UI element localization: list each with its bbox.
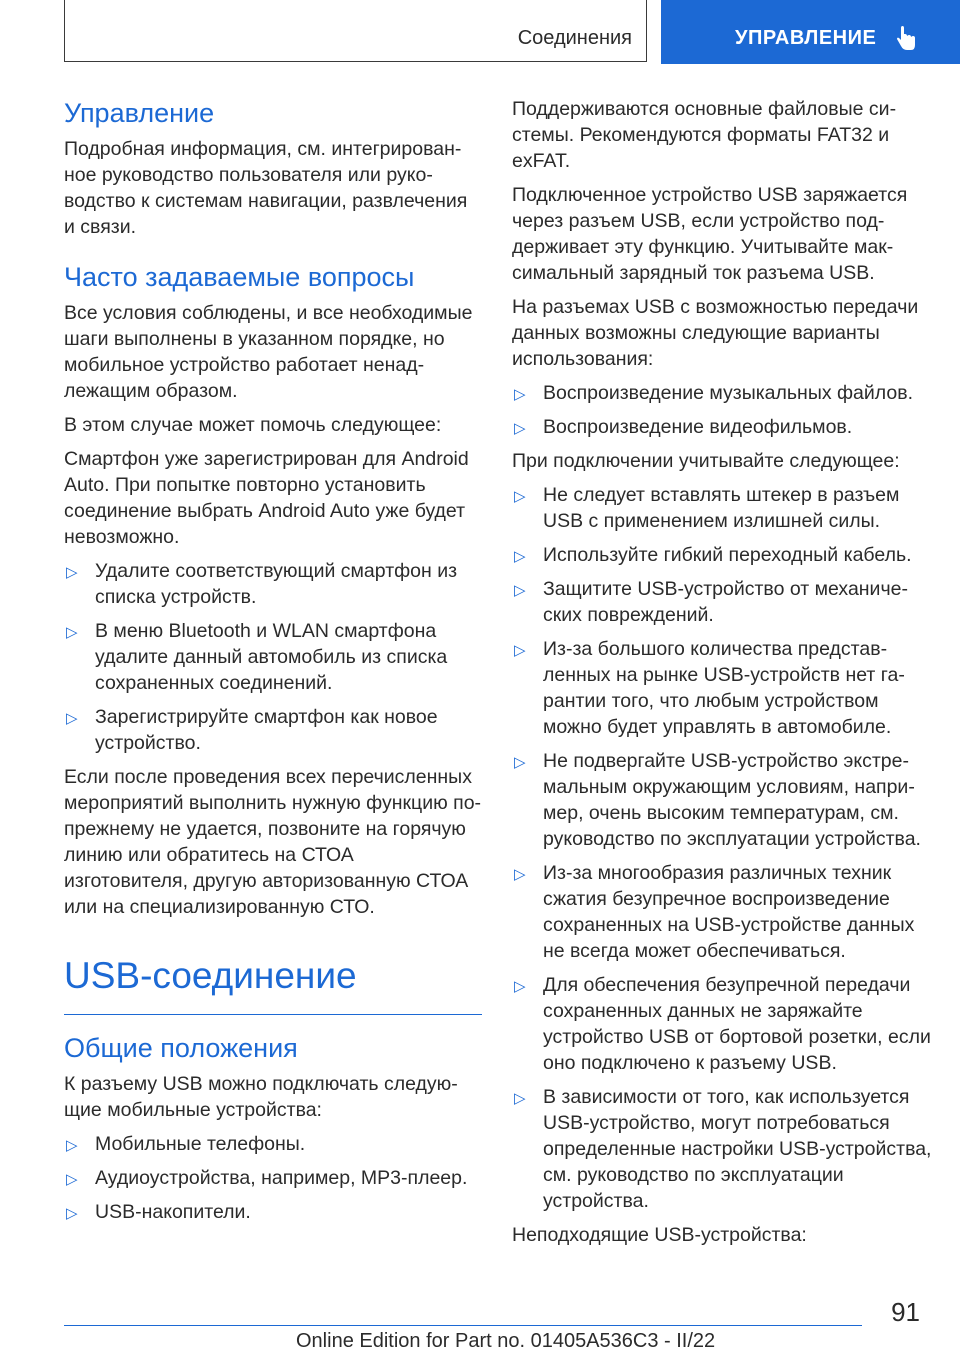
- notes-list: [512, 482, 932, 1214]
- control-heading: Управление: [64, 98, 215, 128]
- page-number: 91: [891, 1297, 920, 1327]
- list-item: ▷ USB-накопители.: [64, 1199, 482, 1225]
- list-item: ▷ Воспроизведение видеофильмов.: [512, 414, 932, 440]
- general-paragraph: К разъему USB можно подключать следующие мобильные устройства:: [64, 1073, 458, 1121]
- bullet-triangle-icon: ▷: [514, 866, 526, 883]
- left-column: [64, 96, 482, 1233]
- general-heading: Общие положения: [64, 1033, 298, 1063]
- bullet-triangle-icon: ▷: [514, 754, 526, 771]
- faq-paragraph-4: Если после проведения всех перечисленных мероприятий выполнить нужную функцию по-прежнему не удается, позвоните на горячую линию или обратитесь на СТОА изготовителя, другую авторизованную СТОА или на специализированную СТО.: [64, 766, 482, 918]
- charging-paragraph: Подключенное устройство USB заряжается через разъем USB, если устройство поддерживает эту функцию. Учитывайте максимальный зарядный ток разъема USB.: [512, 184, 908, 284]
- usage-list: [512, 380, 932, 440]
- unsuitable-paragraph: Неподходящие USB-устройства:: [512, 1224, 807, 1246]
- control-paragraph: Подробная информация, см. интегрированное руководство пользователя или руководство к системам навигации, развлечения и связи.: [64, 138, 468, 238]
- filesystem-paragraph: Поддерживаются основные файловые системы. Рекомендуются форматы FAT32 и exFAT.: [512, 98, 897, 172]
- list-item: ▷ Не следует вставлять штекер в разъем USB с применением излишней силы.: [514, 484, 900, 532]
- bullet-triangle-icon: ▷: [66, 624, 78, 641]
- chapter-tab: [661, 0, 960, 64]
- section-title: Соединения: [517, 27, 632, 49]
- bullet-triangle-icon: ▷: [514, 582, 526, 599]
- list-item: ▷ Не подвергайте USB-устройство экстремальным окружающим условиям, например, очень высоким температурам, см. руководство по эксплуатации устройства.: [514, 750, 921, 850]
- chapter-title: УПРАВЛЕНИЕ: [735, 27, 877, 49]
- bullet-triangle-icon: ▷: [514, 978, 526, 995]
- hand-pointer-icon: [895, 26, 917, 52]
- usage-paragraph: На разъемах USB с возможностью передачи данных возможны следующие варианты использования:: [512, 296, 919, 370]
- right-column: [512, 96, 932, 1256]
- bullet-triangle-icon: ▷: [514, 548, 526, 565]
- faq-paragraph-3: Смартфон уже зарегистрирован для Android Auto. При попытке повторно установить соединение выбрать Android Auto уже будет невозможно.: [64, 448, 469, 548]
- list-item: ▷ Используйте гибкий переходный кабель.: [512, 542, 932, 568]
- faq-list: [64, 558, 482, 756]
- list-item: ▷ Удалите соответствующий смартфон из списка устройств.: [66, 560, 458, 608]
- bullet-triangle-icon: ▷: [66, 710, 78, 727]
- faq-paragraph-2: В этом случае может помочь следующее:: [64, 414, 442, 436]
- bullet-triangle-icon: ▷: [514, 1090, 526, 1107]
- list-item: ▷ Для обеспечения безупречной передачи сохраненных данных не заряжайте устройство USB от бортовой розетки, если оно подключено к разъему USB.: [514, 974, 931, 1074]
- heading-divider: [64, 1014, 482, 1015]
- list-item: ▷ В зависимости от того, как используется USB-устройство, могут потребоваться определенные настройки USB-устройства, см. руководство по эксплуатации устройства.: [514, 1086, 932, 1212]
- notes-paragraph: При подключении учитывайте следующее:: [512, 450, 900, 472]
- page-header: [0, 0, 960, 66]
- usb-heading: USB-соединение: [64, 955, 357, 996]
- bullet-triangle-icon: ▷: [514, 488, 526, 505]
- bullet-triangle-icon: ▷: [66, 1205, 78, 1222]
- edition-footer: Online Edition for Part no. 01405A536C3 - II/22: [296, 1330, 716, 1352]
- bullet-triangle-icon: ▷: [66, 1171, 78, 1188]
- list-item: ▷ Аудиоустройства, например, MP3-плеер.: [64, 1165, 482, 1191]
- list-item: ▷ Мобильные телефоны.: [64, 1131, 482, 1157]
- bullet-triangle-icon: ▷: [514, 642, 526, 659]
- list-item: ▷ Зарегистрируйте смартфон как новое устройство.: [66, 706, 438, 754]
- faq-paragraph-1: Все условия соблюдены, и все необходимые шаги выполнены в указанном порядке, но мобильное устройство работает ненадлежащим образом.: [64, 302, 473, 402]
- list-item: ▷ В меню Bluetooth и WLAN смартфона удалите данный автомобиль из списка сохраненных соединений.: [66, 620, 448, 694]
- list-item: ▷ Из-за большого количества представленных на рынке USB-устройств нет гарантии того, что любым устройством можно будет управлять в автомобиле.: [514, 638, 905, 738]
- bullet-triangle-icon: ▷: [514, 386, 526, 403]
- device-list: [64, 1131, 482, 1225]
- list-item: ▷ Защитите USB-устройство от механических повреждений.: [514, 578, 908, 626]
- section-tab: [64, 0, 647, 62]
- faq-heading: Часто задаваемые вопросы: [64, 262, 415, 292]
- list-item: ▷ Из-за многообразия различных техник сжатия безупречное воспроизведение сохраненных на USB-устройстве данных не всегда может обеспечиваться.: [514, 862, 915, 962]
- footer-divider: [64, 1325, 862, 1326]
- bullet-triangle-icon: ▷: [66, 1137, 78, 1154]
- list-item: ▷ Воспроизведение музыкальных файлов.: [512, 380, 932, 406]
- bullet-triangle-icon: ▷: [514, 420, 526, 437]
- bullet-triangle-icon: ▷: [66, 564, 78, 581]
